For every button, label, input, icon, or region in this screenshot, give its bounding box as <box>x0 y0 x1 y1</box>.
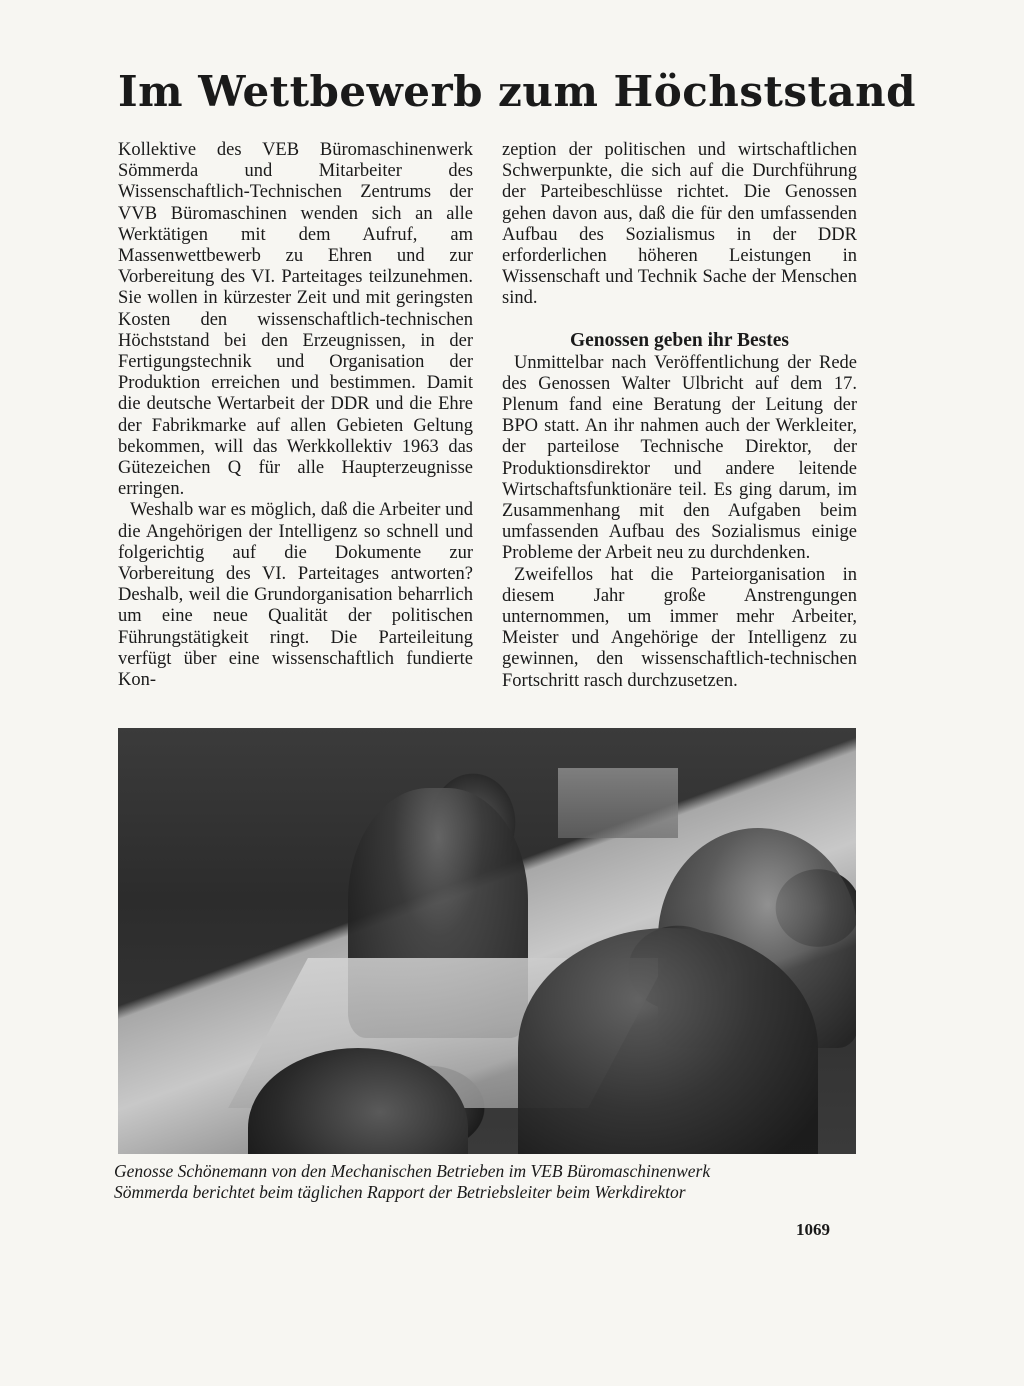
article-title: Im Wettbewerb zum Höchststand <box>118 67 917 116</box>
paragraph: Zweifellos hat die Parteiorganisation in diesem Jahr große Anstrengungen unternommen, um immer mehr Arbeiter, Meister und Angehörige der Intelligenz zu gewinnen, den wissenschaftlich-technischen Fortschritt rasch durchzusetzen. <box>502 564 857 691</box>
photo-detail-machine <box>558 768 678 838</box>
right-column <box>502 140 857 692</box>
paragraph: Kollektive des VEB Büromaschinenwerk Sömmerda und Mitarbeiter des Wissenschaftlich-Technischen Zentrums der VVB Büromaschinen wenden sich an alle Werktätigen mit dem Aufruf, am Massenwettbewerb zu Ehren und zur Vorbereitung des VI. Parteitages teilzunehmen. Sie wollen in kürzester Zeit und mit geringsten Kosten den wissenschaftlich-technischen Höchststand bei den Erzeugnissen, in der Fertigungstechnik und Organisation der Produktion erreichen und bestimmen. Damit die deutsche Wertarbeit der DDR und die Ehre der Fabrikmarke auf allen Gebieten Geltung bekommen, will das Werkkollektiv 1963 das Gütezeichen Q für alle Haupterzeugnisse erringen. <box>118 140 473 500</box>
photo-caption <box>114 1161 874 1203</box>
caption-line: Genosse Schönemann von den Mechanischen Betrieben im VEB Büromaschinenwerk <box>114 1161 711 1181</box>
section-heading: Genossen geben ihr Bestes <box>569 329 790 351</box>
photo-detail-figure <box>518 928 818 1154</box>
paragraph: zeption der politischen und wirtschaftlichen Schwerpunkte, die sich auf die Durchführung der Parteibeschlüsse richtet. Die Genossen gehen davon aus, daß die für den umfassenden Aufbau des Sozialismus in der DDR erforderlichen höheren Leistungen in Wissenschaft und Technik Sache der Menschen sind. <box>502 140 857 309</box>
paragraph: Weshalb war es möglich, daß die Arbeiter und die Angehörigen der Intelligenz so schnell und folgerichtig auf die Dokumente zur Vorbereitung des VI. Parteitages antworten? Deshalb, weil die Grundorganisation beharrlich um eine neue Qualität der politischen Führungstätigkeit ringt. Die Parteileitung verfügt über eine wissenschaftlich fundierte Kon- <box>118 500 473 691</box>
paragraph: Unmittelbar nach Veröffentlichung der Rede des Genossen Walter Ulbricht auf dem 17. Plenum fand eine Beratung der Leitung der BPO statt. An ihr nahmen auch der Werkleiter, der parteilose Technische Direktor, der Produktionsdirektor und andere leitende Wirtschaftsfunktionäre teil. Es ging darum, im Zusammenhang mit den Aufgaben beim umfassenden Aufbau des Sozialismus einige Probleme der Arbeit neu zu durchdenken. <box>502 352 857 564</box>
caption-line: Sömmerda berichtet beim täglichen Rapport der Betriebsleiter beim Werkdirektor <box>114 1182 686 1202</box>
left-column <box>118 140 473 691</box>
article-photo <box>118 728 856 1154</box>
page-number: 1069 <box>796 1220 830 1239</box>
